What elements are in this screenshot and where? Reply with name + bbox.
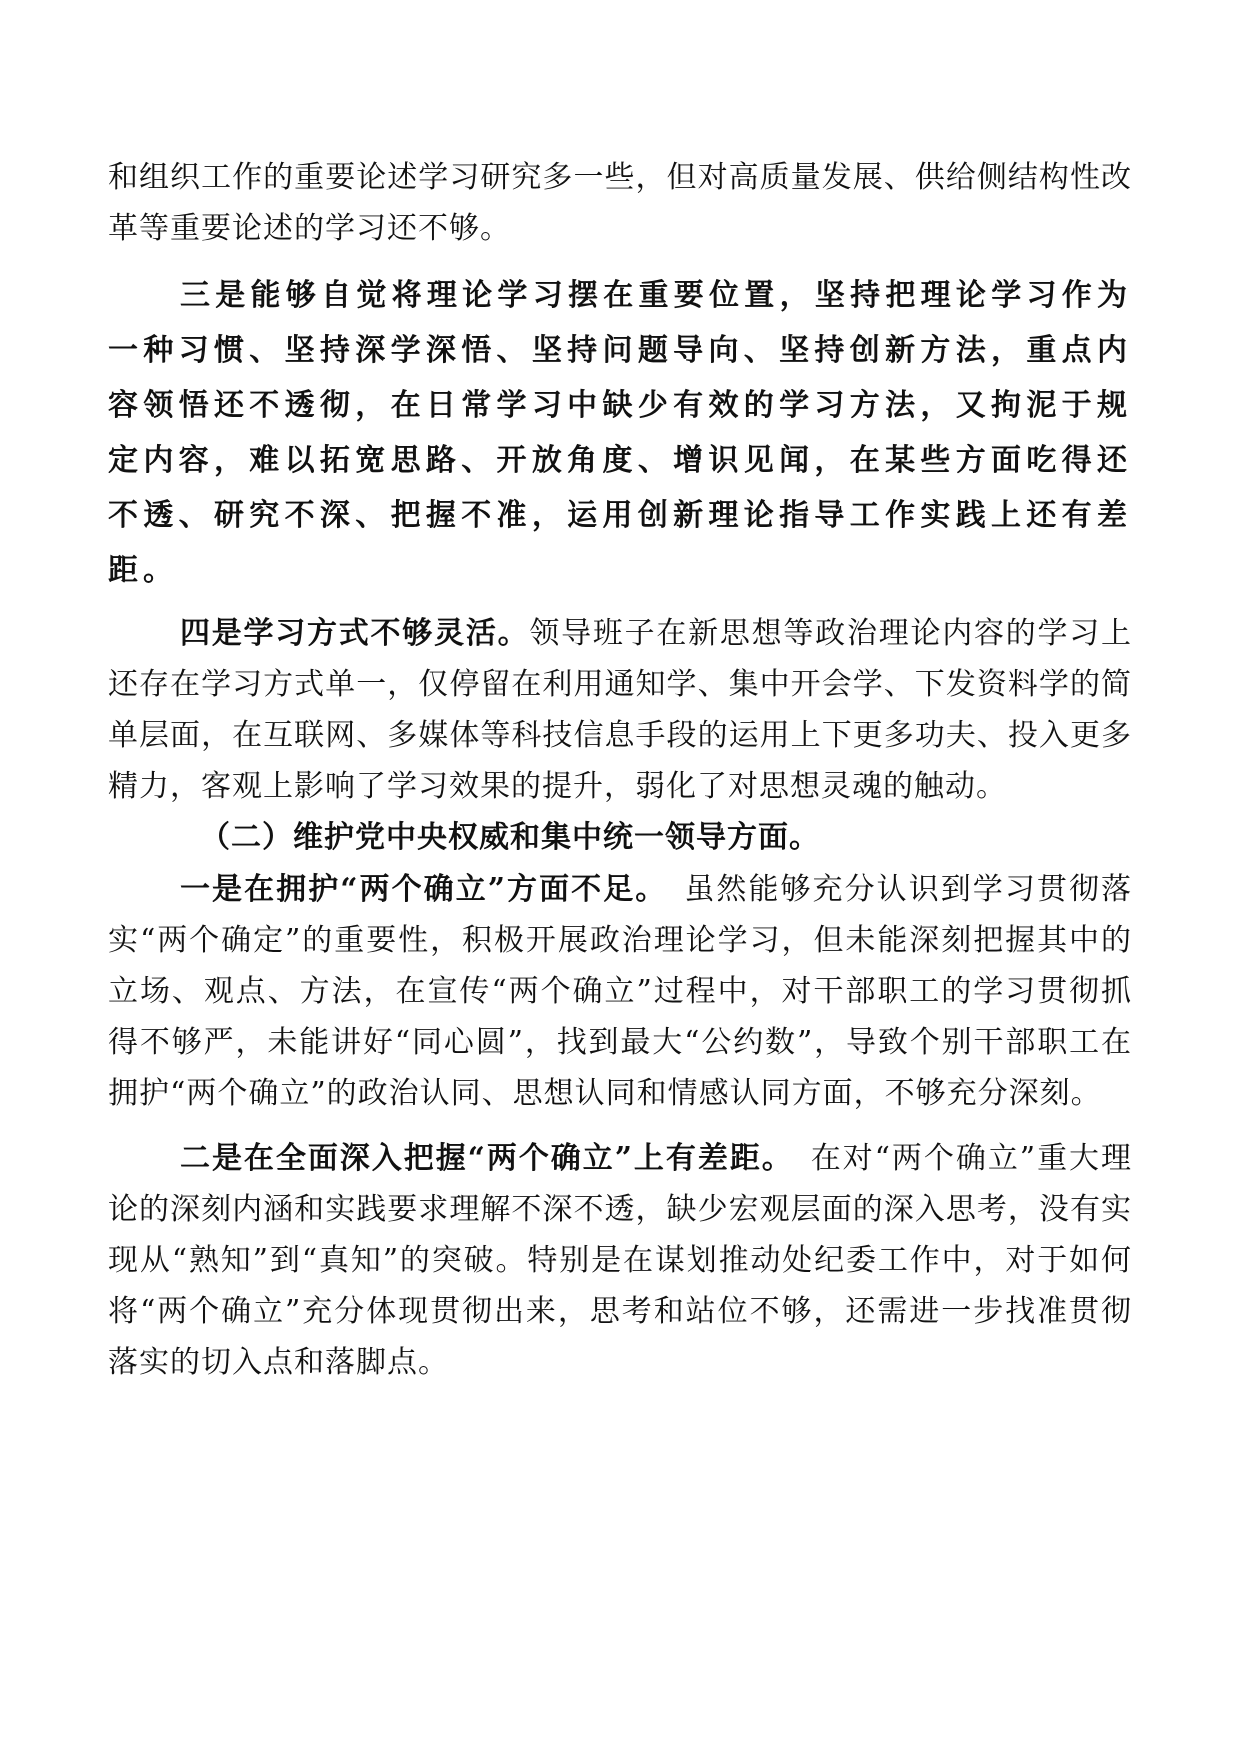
paragraph-body: 领导班子在新思想等政治理论内容的学习上还存在学习方式单一，仅停留在利用通知学、集中开会学、下发资料学的简单层面，在互联网、多媒体等科技信息手段的运用上下更多功夫、投入更多精力，客观上影响了学习效果的提升，弱化了对思想灵魂的触动。 bbox=[108, 616, 1133, 804]
paragraph-point-four bbox=[108, 608, 1132, 812]
paragraph-lead: 二是在全面深入把握“两个确立”上有差距。 bbox=[180, 1141, 779, 1176]
paragraph-body: 虽然能够充分认识到学习贯彻落实“两个确定”的重要性，积极开展政治理论学习，但未能深刻把握其中的立场、观点、方法，在宣传“两个确立”过程中，对干部职工的学习贯彻抓得不够严，未能讲好“同心圆”，找到最大“公约数”，导致个别干部职工在拥护“两个确立”的政治认同、思想认同和情感认同方面，不够充分深刻。 bbox=[108, 872, 1133, 1111]
paragraph-lead: 四是学习方式不够灵活。 bbox=[180, 616, 530, 651]
paragraph-point-three: 三是能够自觉将理论学习摆在重要位置，坚持把理论学习作为一种习惯、坚持深学深悟、坚持问题导向、坚持创新方法，重点内容领悟还不透彻，在日常学习中缺少有效的学习方法，又拘泥于规定内容，难以拓宽思路、开放角度、增识见闻，在某些方面吃得还不透、研究不深、把握不准，运用创新理论指导工作实践上还有差距。 bbox=[108, 278, 1132, 588]
paragraph-body: 在对“两个确立”重大理论的深刻内涵和实践要求理解不深不透，缺少宏观层面的深入思考，没有实现从“熟知”到“真知”的突破。特别是在谋划推动处纪委工作中，对于如何将“两个确立”充分体现贯彻出来，思考和站位不够，还需进一步找准贯彻落实的切入点和落脚点。 bbox=[108, 1141, 1132, 1380]
paragraph-point-one bbox=[108, 864, 1132, 1119]
paragraph-point-two bbox=[108, 1133, 1132, 1388]
paragraph-continuation: 和组织工作的重要论述学习研究多一些，但对高质量发展、供给侧结构性改革等重要论述的学习还不够。 bbox=[108, 160, 1132, 246]
paragraph-lead: 一是在拥护“两个确立”方面不足。 bbox=[180, 872, 653, 907]
section-heading: （二）维护党中央权威和集中统一领导方面。 bbox=[200, 820, 820, 855]
document-body bbox=[108, 152, 1132, 1388]
